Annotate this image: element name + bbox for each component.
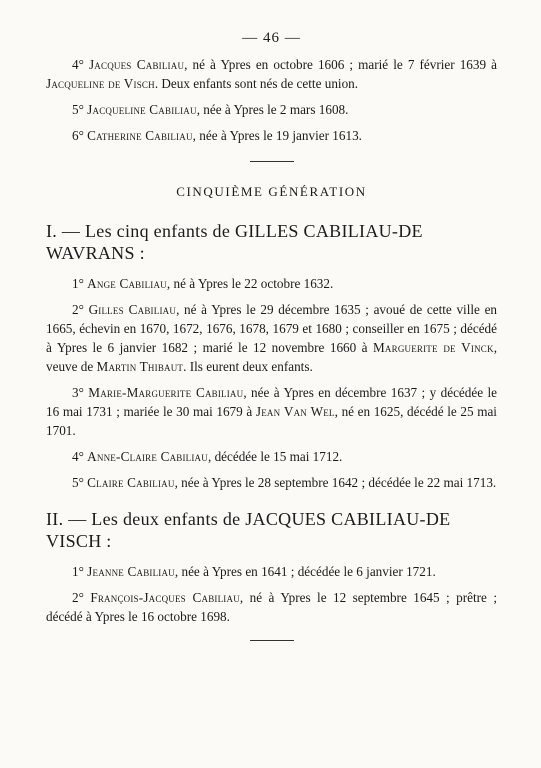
person-name: François-Jacques Cabiliau (90, 590, 240, 605)
spouse-name: Jacqueline de Visch (46, 76, 155, 91)
entry-text: , né à Ypres le 22 octobre 1632. (166, 276, 334, 291)
person-name: Marie-Marguerite Cabiliau (88, 385, 244, 400)
entry-number: 3° (72, 385, 84, 400)
entry-text: , née à Ypres le 28 septembre 1642 ; décédée le 22 mai 1713. (174, 475, 497, 490)
entry-catherine (46, 126, 497, 145)
entry-text: , née à Ypres en 1641 ; décédée le 6 janvier 1721. (174, 564, 436, 579)
entry-claire (46, 473, 497, 492)
entry-number: 4° (72, 57, 84, 72)
entry-number: 2° (72, 302, 84, 317)
entry-gilles (46, 300, 497, 376)
entry-text: . Ils eurent deux enfants. (183, 359, 313, 374)
entry-text: . Deux enfants sont nés de cette union. (154, 76, 359, 91)
entry-number: 1° (72, 564, 84, 579)
entry-text: , décédée le 15 mai 1712. (207, 449, 343, 464)
entry-text: , né à Ypres le 12 septembre 1645 ; prêtre ; décédé à Ypres le 16 octobre 1698. (46, 590, 497, 624)
spouse-name: Marguerite de Vinck (372, 340, 494, 355)
entry-text: , née à Ypres le 2 mars 1608. (196, 102, 349, 117)
spouse-name: Jean Van Wel (255, 404, 335, 419)
entry-ange (46, 274, 497, 293)
entry-number: 6° (72, 128, 84, 143)
person-name: Gilles Cabiliau (88, 302, 177, 317)
entry-number: 4° (72, 449, 84, 464)
entry-number: 1° (72, 276, 84, 291)
entry-text: , né en 1625, décédé le 25 mai 1701. (46, 404, 497, 438)
entry-number: 2° (72, 590, 84, 605)
entry-jacqueline (46, 100, 497, 119)
person-name: Catherine Cabiliau (87, 128, 193, 143)
entry-text: , née à Ypres en décembre 1637 ; y décédée le 16 mai 1731 ; mariée le 30 mai 1679 à (46, 385, 498, 419)
generation-title: CINQUIÈME GÉNÉRATION (176, 184, 367, 199)
person-name: Jeanne Cabiliau (87, 564, 175, 579)
section-2-title: II. — Les deux enfants de JACQUES CABILIAU-DE VISCH : (46, 509, 451, 551)
entry-jacques (46, 55, 497, 93)
person-name: Ange Cabiliau (87, 276, 167, 291)
entry-text: , née à Ypres le 19 janvier 1613. (192, 128, 362, 143)
entry-marie-marguerite (46, 383, 497, 440)
entry-text: , né à Ypres en octobre 1606 ; marié le 7 février 1639 à (184, 57, 497, 72)
entry-anne-claire (46, 447, 497, 466)
section-1-title: I. — Les cinq enfants de GILLES CABILIAU-DE WAVRANS : (46, 221, 423, 263)
entry-number: 5° (72, 102, 84, 117)
entry-jeanne (46, 562, 497, 581)
person-name: Claire Cabiliau (87, 475, 175, 490)
page-number: — 46 — (242, 30, 301, 46)
entry-francois-jacques (46, 588, 497, 626)
divider-rule (250, 161, 294, 162)
entry-text: , veuve de (46, 340, 497, 374)
spouse-name: Martin Thibaut (96, 359, 184, 374)
divider-rule-bottom (250, 640, 294, 641)
entry-text: , né à Ypres le 29 décembre 1635 ; avoué de cette ville en 1665, échevin en 1670, 1672, 1676, 1678, 1679 et 1680 ; conseiller en 1675 ; décédé à Ypres le 6 janvier 1682 ; marié le 12 novembre 1660 à (46, 302, 498, 355)
person-name: Jacques Cabiliau (88, 57, 185, 72)
person-name: Jacqueline Cabiliau (87, 102, 197, 117)
entry-number: 5° (72, 475, 84, 490)
person-name: Anne-Claire Cabiliau (87, 449, 208, 464)
